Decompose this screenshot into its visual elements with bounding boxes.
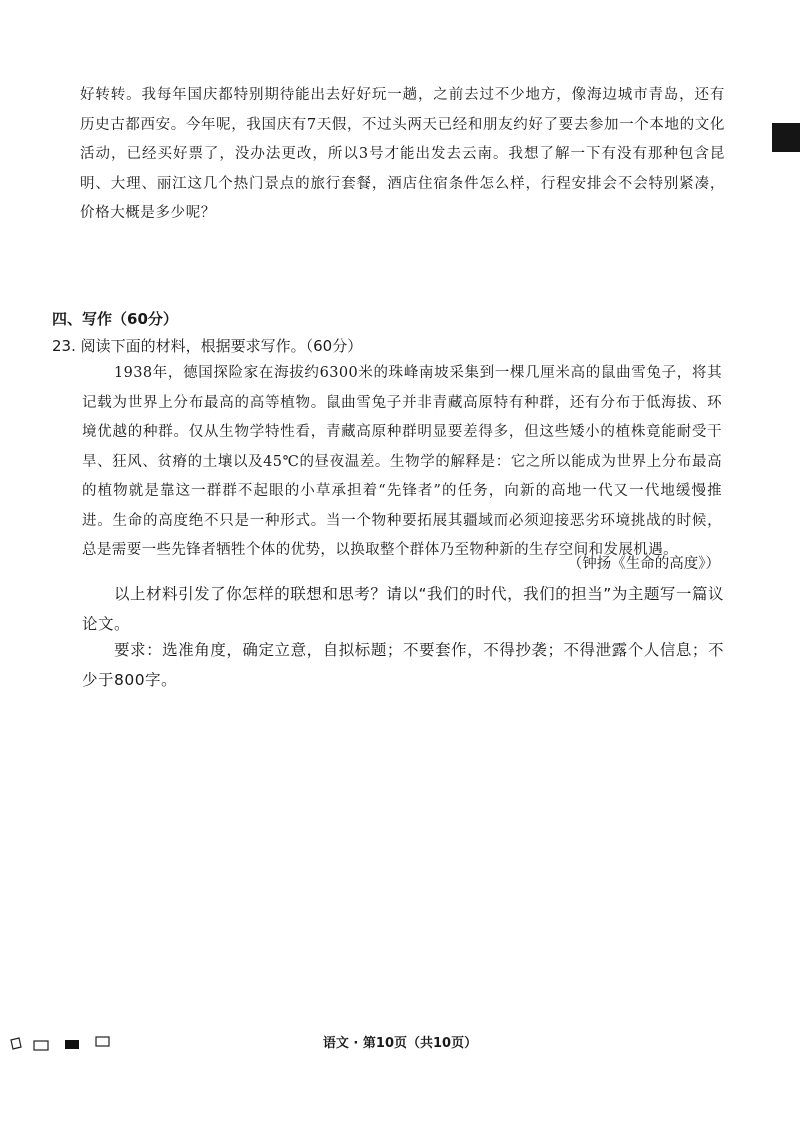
reading-material: 1938年，德国探险家在海拔约6300米的珠峰南坡采集到一棵几厘米高的鼠曲雪兔子，将其记载为世界上分布最高的高等植物。鼠曲雪兔子并非青藏高原特有种群，还有分布于低海拔、环境优越的种群。仅从生物学特性看，青藏高原种群明显要差得多，但这些矮小的植株竟能耐受干旱、狂风、贫瘠的土壤以及45℃的昼夜温差。生物学的解释是：它之所以能成为世界上分布最高的植物就是靠这一群群不起眼的小草承担着“先锋者”的任务，向新的高地一代又一代地缓慢推进。生命的高度绝不只是一种形式。当一个物种要拓展其疆域而必须迎接恶劣环境挑战的时候，总是需要一些先锋者牺牲个体的优势，以换取整个群体乃至物种新的生存空间和发展机遇。 [82, 365, 722, 558]
hollow-square-mark-icon-2 [96, 1037, 109, 1046]
continued-passage: 好转转。我每年国庆都特别期待能出去好好玩一趟，之前去过不少地方，像海边城市青岛，还有历史古都西安。今年呢，我国庆有7天假，不过头两天已经和朋友约好了要去参加一个本地的文化活动，已经买好票了，没办法更改，所以3号才能出发去云南。我想了解一下有没有那种包含昆明、大理、丽江这几个热门景点的旅行套餐，酒店住宿条件怎么样，行程安排会不会特别紧凑，价格大概是多少呢？ [80, 87, 725, 221]
material-source: （钟扬《生命的高度》） [567, 556, 720, 572]
page-footer: 语文 · 第10页（共10页） [322, 1036, 478, 1051]
question-23-stem: 23. 阅读下面的材料，根据要求写作。（60分） [52, 337, 363, 355]
page-edge-tab-mark [772, 123, 800, 152]
section-heading: 四、写作（60分） [52, 310, 178, 328]
rotated-square-mark-icon [11, 1038, 21, 1049]
writing-requirements: 要求：选准角度，确定立意，自拟标题；不要套作，不得抄袭；不得泄露个人信息；不少于800字。 [82, 641, 724, 689]
hollow-square-mark-icon [34, 1041, 48, 1050]
filled-square-mark-icon [65, 1040, 79, 1049]
scan-registration-marks [10, 1036, 120, 1056]
writing-prompt: 以上材料引发了你怎样的联想和思考？请以“我们的时代，我们的担当”为主题写一篇议论文。 [82, 585, 724, 633]
